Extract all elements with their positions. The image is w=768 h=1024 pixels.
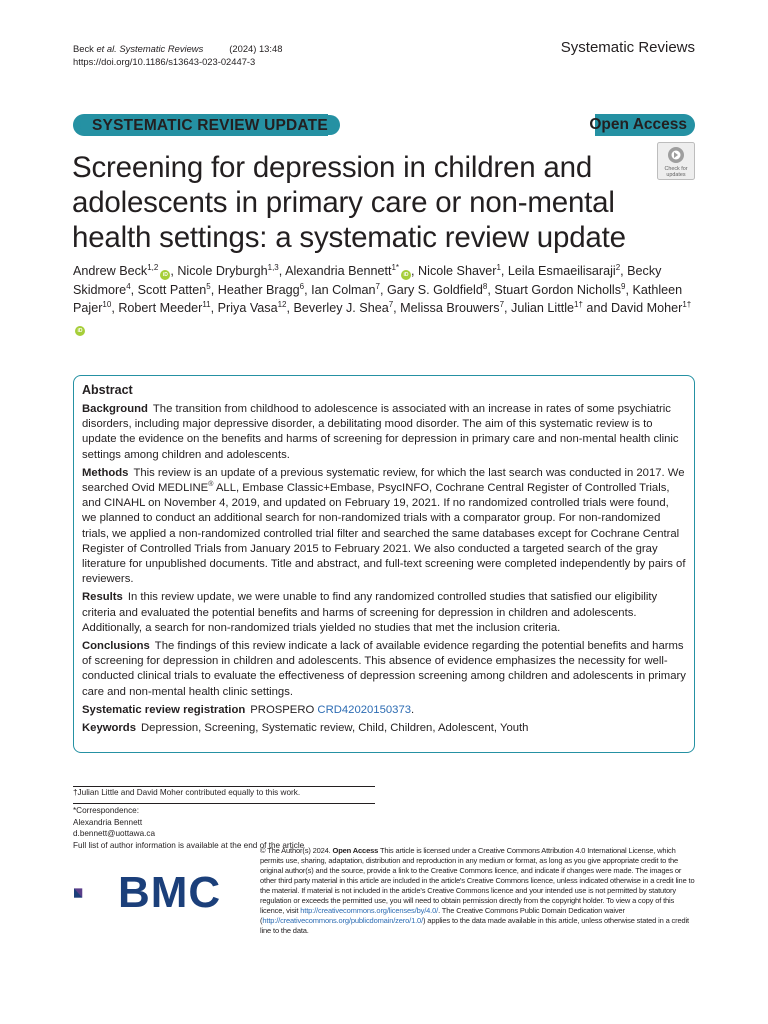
open-access-bold: Open Access xyxy=(332,846,379,855)
author-separator: , xyxy=(500,264,508,278)
affiliation-superscript: 1† xyxy=(682,300,692,310)
author-name[interactable]: Scott Patten xyxy=(137,282,207,297)
running-header xyxy=(73,42,282,68)
keywords-heading: Keywords xyxy=(82,722,136,735)
correspondence-name: Alexandria Bennett xyxy=(73,817,143,827)
author-entry xyxy=(138,283,218,297)
author-separator: , xyxy=(286,301,294,316)
author-name[interactable]: Nicole Dryburgh xyxy=(177,264,268,278)
author-name[interactable]: Andrew Beck xyxy=(73,264,148,278)
author-name[interactable]: Kathleen Pajer xyxy=(73,282,683,316)
abstract-keywords xyxy=(82,721,686,736)
abstract-background xyxy=(82,402,686,463)
citation-line xyxy=(73,42,282,55)
affiliation-superscript: 10 xyxy=(102,300,112,310)
affiliation-superscript: 11 xyxy=(202,300,211,310)
author-separator: , xyxy=(504,301,512,316)
author-entry xyxy=(118,301,217,315)
author-name[interactable]: Nicole Shaver xyxy=(418,264,497,278)
author-name[interactable]: Heather Bragg xyxy=(217,282,300,297)
author-separator: , xyxy=(170,264,178,278)
orcid-icon[interactable]: iD xyxy=(75,326,85,336)
abstract-heading: Abstract xyxy=(82,383,133,397)
affiliation-superscript: 6 xyxy=(299,281,305,291)
affiliation-superscript: 7 xyxy=(388,300,394,310)
license-statement xyxy=(260,846,696,936)
affiliation-superscript: 5 xyxy=(206,281,211,291)
author-info-note: Full list of author information is available at the end of the article xyxy=(73,840,305,850)
author-name[interactable]: Julian Little xyxy=(511,301,575,316)
registration-link[interactable]: CRD42020150373 xyxy=(317,703,412,716)
doi-link[interactable]: https://doi.org/10.1186/s13643-023-02447-3 xyxy=(73,56,256,67)
affiliation-superscript: 2 xyxy=(615,262,621,272)
author-entry xyxy=(218,283,311,297)
author-separator: , xyxy=(379,282,387,297)
correspondence-label: *Correspondence: xyxy=(73,806,139,815)
methods-text-b: ALL, Embase Classic+Embase, PsycINFO, Cochrane Central Register of Controlled Trials, and CINAHL on November 4, 2019, and updated on February 19, 2021. If no randomized controlled trials were found, we planned to conduct an additional search for non-randomized trials with a comparator group. For non-randomized trials, we applied a non-randomized controlled trial filter and searched the same databases except for Cochrane Central Register of Controlled Trials from January 2015 to February 2021. We also conducted a targeted search of the gray literature for unpublished documents. Title and abstract, and full-text screening were completed independently by pairs of reviewers. xyxy=(82,482,686,586)
author-entry xyxy=(218,301,294,315)
registration-heading: Systematic review registration xyxy=(82,703,246,716)
author-name[interactable]: David Moher xyxy=(610,301,683,316)
author-separator: , xyxy=(620,264,628,278)
affiliation-superscript: 8 xyxy=(482,281,488,291)
abstract-results xyxy=(82,590,686,636)
author-entry xyxy=(511,301,611,315)
affiliation-superscript: 1 xyxy=(496,262,501,272)
affiliation-superscript: 1,3 xyxy=(267,262,279,272)
methods-heading: Methods xyxy=(82,466,129,479)
author-separator: , xyxy=(393,301,401,316)
affiliation-superscript: 9 xyxy=(621,281,626,291)
abstract-box xyxy=(73,375,695,753)
registered-mark: ® xyxy=(208,481,214,489)
orcid-icon[interactable]: iD xyxy=(401,270,411,280)
author-separator: , xyxy=(487,282,495,297)
open-access-label: Open Access xyxy=(589,116,687,133)
author-name[interactable]: Gary S. Goldfield xyxy=(386,282,483,297)
author-name[interactable]: Stuart Gordon Nicholls xyxy=(494,282,622,297)
author-separator: , xyxy=(210,301,218,316)
correspondence-block xyxy=(73,805,304,851)
background-text: The transition from childhood to adolescence is associated with an increase in rates of some psychiatric disorders, including major depressive disorder, a debilitating mood disorder. The aim of this systematic review is to update the evidence on the benefits and harms of screening for depression in primary care and non-mental health clinic settings among children and adolescents. xyxy=(82,403,679,461)
orcid-icon[interactable]: iD xyxy=(160,270,170,280)
affiliation-superscript: 12 xyxy=(277,300,287,310)
author-entry xyxy=(294,301,401,315)
license-text-b: . The Creative Commons Public Domain Dedication waiver ( xyxy=(260,906,625,926)
conclusions-text: The findings of this review indicate a lack of available evidence regarding the potential benefits and harms of screening for depression in children and adolescents. This absence of evidence emphasizes the necessity for well-conducted clinical trials to evaluate the effectiveness of depression screening among children and adolescents in primary care and non-mental health clinic settings. xyxy=(82,640,686,698)
author-name[interactable]: Ian Colman xyxy=(311,282,376,297)
year-volume: (2024) 13:48 xyxy=(229,43,283,54)
registration-suffix: . xyxy=(411,703,415,716)
cc-zero-link[interactable]: http://creativecommons.org/publicdomain/zero/1.0/ xyxy=(262,916,424,926)
author-name[interactable]: Alexandria Bennett xyxy=(285,264,392,278)
correspondence-email[interactable]: d.bennett@uottawa.ca xyxy=(73,829,156,838)
affiliation-superscript: 7 xyxy=(375,281,380,291)
journal-citation: et al. Systematic Reviews xyxy=(96,43,204,54)
abstract-conclusions xyxy=(82,639,686,700)
svg-text:updates: updates xyxy=(666,172,686,178)
author-name[interactable]: Beverley J. Shea xyxy=(293,301,389,316)
background-heading: Background xyxy=(82,403,148,415)
methods-text-a: This review is an update of a previous systematic review, for which the last search was conducted in 2017. We searched Ovid MEDLINE xyxy=(82,466,685,495)
author-entry xyxy=(73,264,177,278)
results-heading: Results xyxy=(82,591,123,604)
author-separator: , xyxy=(130,282,138,297)
author-separator: , xyxy=(625,282,633,297)
registration-prefix: PROSPERO xyxy=(250,703,318,716)
affiliation-superscript: 4 xyxy=(126,281,131,291)
author-entry xyxy=(494,283,632,297)
article-title: Screening for depression in children and adolescents in primary care or non-mental health settings: a systematic review update xyxy=(72,151,626,254)
author-separator: , xyxy=(304,282,312,297)
license-text-c: ) applies to the data made available in this article, unless otherwise stated in a credit line to the data. xyxy=(260,916,689,936)
author-separator: , xyxy=(278,264,286,278)
affiliation-superscript: 1* xyxy=(391,262,400,272)
author-name[interactable]: Leila Esmaeilisaraji xyxy=(507,264,616,278)
author-entry xyxy=(177,264,285,278)
author-entry xyxy=(311,283,387,297)
author-short: Beck xyxy=(73,43,97,54)
article-type-banner xyxy=(73,114,695,136)
author-entry xyxy=(285,264,418,278)
journal-name: Systematic Reviews xyxy=(560,39,695,56)
results-text: In this review update, we were unable to find any randomized controlled studies that satisfied our eligibility criteria and evaluated the potential benefits and harms of screening for depression in children and adolescents. Additionally, a search for non-randomized trials yielded no studies that met the inclusion criteria. xyxy=(82,591,658,634)
bmc-logo xyxy=(74,874,108,912)
bmc-wordmark: BMC xyxy=(118,868,222,917)
banner-gap xyxy=(328,114,595,136)
author-name[interactable]: Melissa Brouwers xyxy=(400,301,500,316)
author-entry xyxy=(508,264,627,278)
footnote-rule xyxy=(73,803,375,804)
keywords-text: Depression, Screening, Systematic review, Child, Children, Adolescent, Youth xyxy=(141,722,529,735)
author-separator: , xyxy=(210,282,218,297)
affiliation-superscript: 1,2 xyxy=(147,262,159,272)
author-name[interactable]: Becky Skidmore xyxy=(73,264,662,297)
conclusions-heading: Conclusions xyxy=(82,640,150,653)
svg-text:Check for: Check for xyxy=(664,166,688,172)
author-separator: , xyxy=(411,264,419,278)
affiliation-superscript: 1† xyxy=(574,300,583,310)
author-entry xyxy=(418,264,508,278)
author-separator: and xyxy=(582,301,611,316)
author-name[interactable]: Priya Vasa xyxy=(217,301,278,316)
copyright-text: © The Author(s) 2024. xyxy=(260,846,333,855)
author-entry xyxy=(400,301,511,315)
author-list xyxy=(73,262,703,337)
article-type-label: SYSTEMATIC REVIEW UPDATE xyxy=(80,115,340,135)
cc-by-link[interactable]: http://creativecommons.org/licenses/by/4.0/ xyxy=(300,906,439,916)
author-separator: , xyxy=(111,301,119,316)
equal-contribution-note: †Julian Little and David Moher contributed equally to this work. xyxy=(73,788,301,797)
author-entry xyxy=(387,283,494,297)
affiliation-superscript: 7 xyxy=(499,300,505,310)
author-name[interactable]: Robert Meeder xyxy=(118,301,203,316)
license-text-a: This article is licensed under a Creative Commons Attribution 4.0 International License, which permits use, sharing, adaptation, distribution and reproduction in any medium or format, as long as you give appropriate credit to the original author(s) and the source, provide a link to the Creative Commons licence, and indicate if changes were made. The images or other third party material in this article are included in the article's Creative Commons licence, unless indicated otherwise in a credit line to the material. If material is not included in the article's Creative Commons licence and your intended use is not permitted by statutory regulation or exceeds the permitted use, you will need to obtain permission directly from the copyright holder. To view a copy of this licence, visit xyxy=(260,846,695,916)
abstract-methods xyxy=(82,466,686,588)
abstract-registration xyxy=(82,703,686,718)
